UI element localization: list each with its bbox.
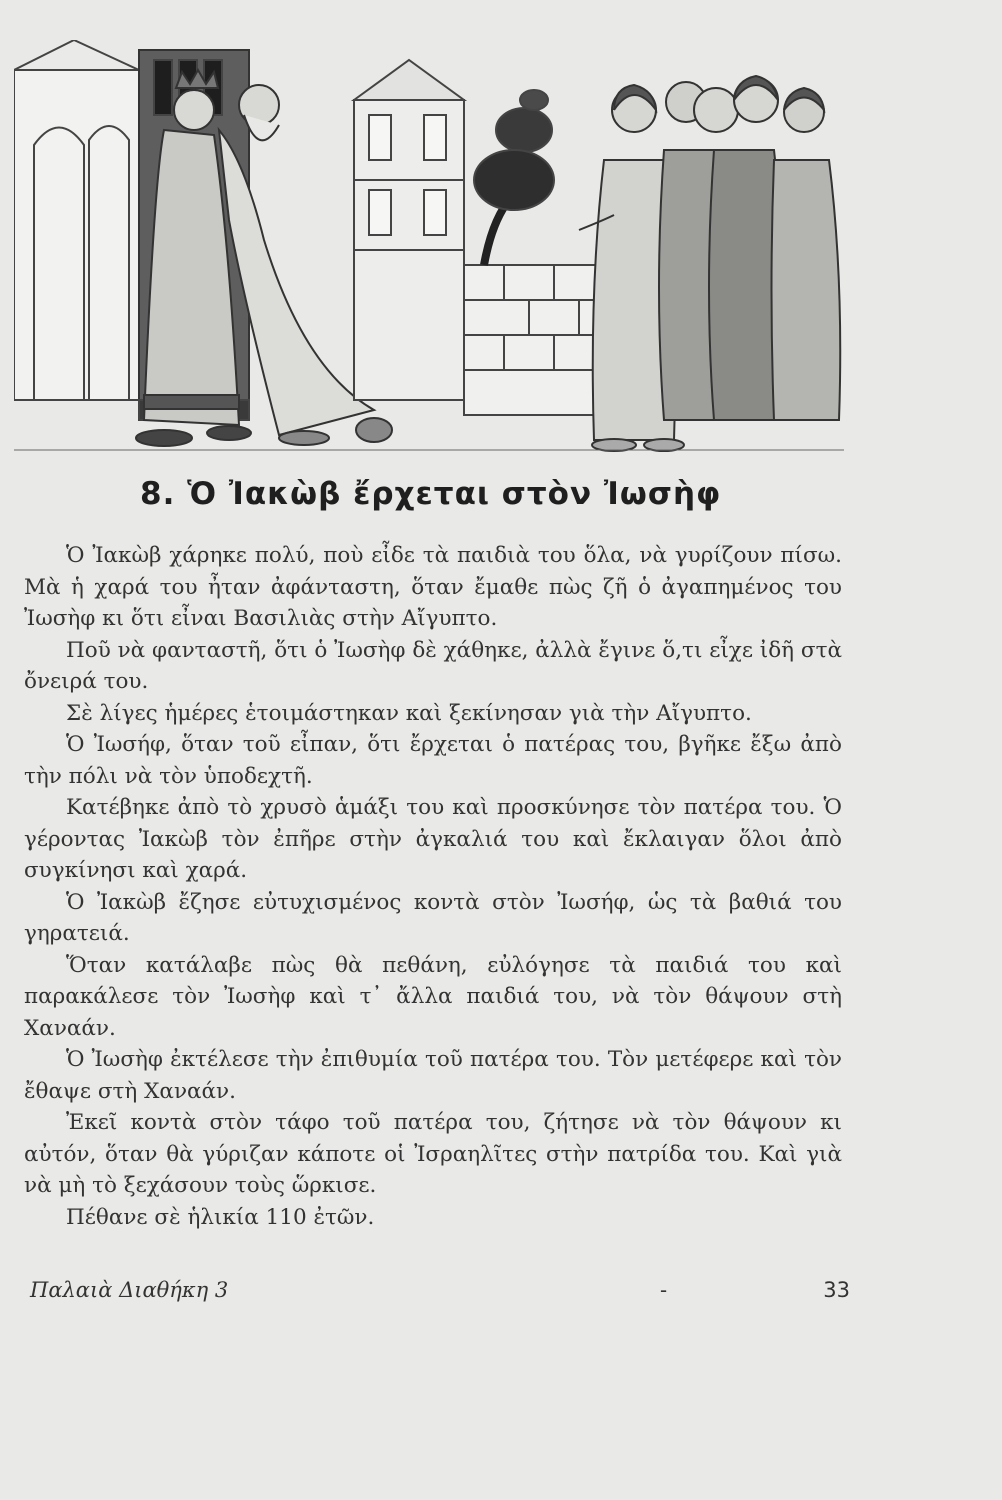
paragraph: Ὁ Ἰακὼβ χάρηκε πολύ, ποὺ εἶδε τὰ παιδιὰ του ὅλα, νὰ γυρίζουν πίσω. Μὰ ἡ χαρά του ἦταν ἀφάνταστη, ὅταν ἔμαθε πὼς ζῆ ὁ ἀγαπημένος του Ἰωσὴφ κι ὅτι εἶναι Βασιλιὰς στὴν Αἴγυπτο. xyxy=(24,543,842,631)
wall-and-tree xyxy=(464,90,604,415)
paragraph: Ὁ Ἰωσὴφ ἐκτέλεσε τὴν ἐπιθυμία τοῦ πατέρα του. Τὸν μετέφερε καὶ τὸν ἔθαψε στὴ Χαναάν. xyxy=(24,1047,842,1104)
paragraph: Ποῦ νὰ φανταστῆ, ὅτι ὁ Ἰωσὴφ δὲ χάθηκε, ἀλλὰ ἔγινε ὅ,τι εἶχε ἰδῆ στὰ ὄνειρά του. xyxy=(24,637,842,694)
footer-dash: - xyxy=(660,1278,668,1302)
paragraph: Πέθανε σὲ ἡλικία 110 ἐτῶν. xyxy=(66,1204,375,1230)
paragraph: Κατέβηκε ἀπὸ τὸ χρυσὸ ἁμάξι του καὶ προσκύνησε τὸν πατέρα του. Ὁ γέροντας Ἰακὼβ τὸν ἐπῆρε στὴν ἀγκαλιά του καὶ ἔκλαιγαν ὅλοι ἀπὸ συγκίνησι καὶ χαρά. xyxy=(24,795,842,883)
chapter-heading xyxy=(140,476,840,512)
illustration xyxy=(14,40,844,460)
paragraph: Ὁ Ἰακὼβ ἔζησε εὐτυχισμένος κοντὰ στὸν Ἰωσήφ, ὡς τὰ βαθιά του γηρατειά. xyxy=(24,889,842,946)
chapter-title: Ὁ Ἰακὼβ ἔρχεται στὸν Ἰωσὴφ xyxy=(187,476,722,512)
page-number: 33 xyxy=(823,1278,850,1302)
tower xyxy=(354,60,464,400)
brothers-group xyxy=(579,76,840,451)
paragraph: Ὅταν κατάλαβε πὼς θὰ πεθάνη, εὐλόγησε τὰ παιδιά του καὶ παρακάλεσε τὸν Ἰωσὴφ καὶ τ᾽ ἄλλα παιδιά του, νὰ τὸν θάψουν στὴ Χαναάν. xyxy=(24,952,842,1041)
book-signature: Παλαιὰ Διαθήκη 3 xyxy=(30,1278,229,1302)
paragraph: Ἐκεῖ κοντὰ στὸν τάφο τοῦ πατέρα του, ζήτησε νὰ τὸν θάψουν κι αὐτόν, ὅταν θὰ γύριζαν κάποτε οἱ Ἰσραηλῖτες στὴν πατρίδα του. Καὶ γιὰ νὰ μὴ τὸ ξεχάσουν τοὺς ὥρκισε. xyxy=(24,1110,842,1198)
body-text xyxy=(24,540,842,1233)
page-footer xyxy=(30,1278,850,1318)
paragraph: Σὲ λίγες ἡμέρες ἑτοιμάστηκαν καὶ ξεκίνησαν γιὰ τὴν Αἴγυπτο. xyxy=(66,700,752,726)
chapter-number: 8. xyxy=(140,476,176,512)
paragraph: Ὁ Ἰωσήφ, ὅταν τοῦ εἶπαν, ὅτι ἔρχεται ὁ πατέρας του, βγῆκε ἔξω ἀπὸ τὴν πόλι νὰ τὸν ὑποδεχτῆ. xyxy=(24,732,842,789)
